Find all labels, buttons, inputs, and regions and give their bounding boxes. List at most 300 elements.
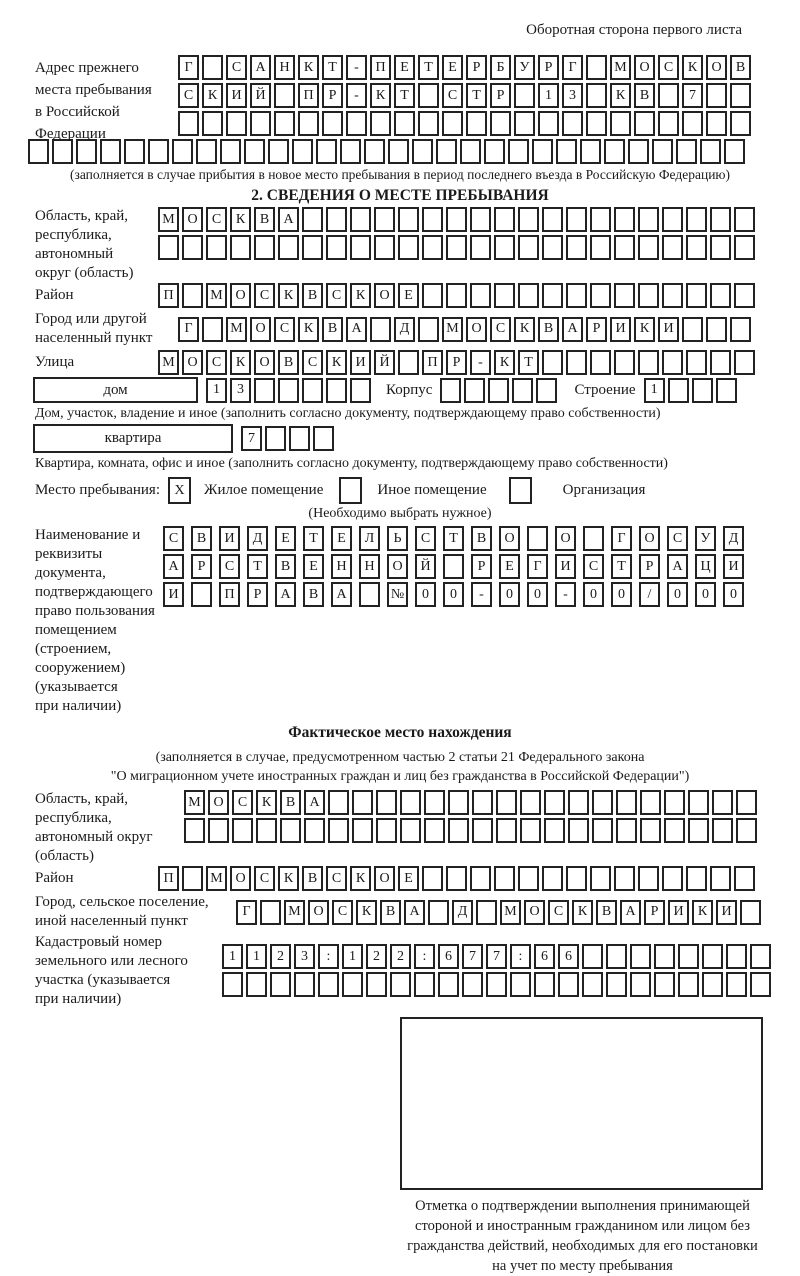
char-box: Е (275, 526, 296, 551)
char-box (424, 790, 445, 815)
char-box (376, 818, 397, 843)
char-box (254, 378, 275, 403)
stroenie-label: Строение (574, 381, 636, 398)
char-box: Т (466, 83, 487, 108)
char-box: А (163, 554, 184, 579)
char-box (326, 207, 347, 232)
label-line: Улица (35, 354, 75, 370)
char-box: Р (586, 317, 607, 342)
char-box: 0 (443, 582, 464, 607)
char-box: С (178, 83, 199, 108)
char-box: Д (394, 317, 415, 342)
char-box (448, 818, 469, 843)
char-box: Ц (695, 554, 716, 579)
char-box: П (219, 582, 240, 607)
char-box: Г (562, 55, 583, 80)
char-box (484, 139, 505, 164)
char-box: 2 (270, 944, 291, 969)
char-box: А (404, 900, 425, 925)
char-box: М (206, 866, 227, 891)
char-box (350, 378, 371, 403)
char-box (418, 111, 439, 136)
char-box: 6 (558, 944, 579, 969)
char-box (700, 139, 721, 164)
char-box (592, 818, 613, 843)
label-line: право пользования (35, 603, 155, 619)
char-box: К (494, 350, 515, 375)
char-box (606, 972, 627, 997)
char-box: : (318, 944, 339, 969)
char-box: Р (538, 55, 559, 80)
label-line: Район (35, 287, 74, 303)
char-box (724, 139, 745, 164)
char-box: : (510, 944, 531, 969)
char-box (638, 866, 659, 891)
char-box: П (370, 55, 391, 80)
char-box (734, 350, 755, 375)
label-line: Район (35, 870, 74, 886)
char-box (422, 283, 443, 308)
char-box: В (191, 526, 212, 551)
char-box (730, 83, 751, 108)
char-box (265, 426, 286, 451)
cadastral-char-row-2 (222, 972, 774, 997)
char-box (316, 139, 337, 164)
previous-address-section (0, 55, 800, 164)
document-char-row-3 (163, 582, 751, 607)
char-box (682, 111, 703, 136)
char-box (568, 790, 589, 815)
char-box: Е (394, 55, 415, 80)
char-box: О (182, 207, 203, 232)
label-line: автономный округ (35, 829, 153, 845)
char-box (442, 111, 463, 136)
char-box: Д (723, 526, 744, 551)
char-box: - (555, 582, 576, 607)
char-box (686, 350, 707, 375)
char-box (470, 235, 491, 260)
document-label (35, 526, 163, 716)
char-box: К (692, 900, 713, 925)
char-box (400, 818, 421, 843)
apartment-name-box: квартира (33, 424, 233, 453)
char-box (750, 972, 771, 997)
char-box (566, 350, 587, 375)
actual-district-group (35, 866, 800, 891)
char-box: 2 (366, 944, 387, 969)
char-box (686, 866, 707, 891)
confirmation-stamp-box (400, 1017, 763, 1190)
char-box (566, 207, 587, 232)
char-box (736, 818, 757, 843)
char-box (532, 139, 553, 164)
char-box (734, 866, 755, 891)
char-box (370, 317, 391, 342)
char-box (726, 944, 747, 969)
char-box (586, 111, 607, 136)
char-box (208, 818, 229, 843)
char-box (590, 350, 611, 375)
char-box: Г (178, 55, 199, 80)
char-box: К (278, 866, 299, 891)
char-box: 0 (527, 582, 548, 607)
char-box: О (706, 55, 727, 80)
char-box (230, 235, 251, 260)
char-box (226, 111, 247, 136)
char-box: О (374, 866, 395, 891)
char-box: А (620, 900, 641, 925)
cadastral-label (35, 933, 222, 1009)
char-box: К (298, 55, 319, 80)
char-box (374, 235, 395, 260)
stay-option-other-label: Иное помещение (377, 482, 487, 498)
char-box (494, 283, 515, 308)
char-box: 0 (611, 582, 632, 607)
char-box (710, 207, 731, 232)
char-box: 1 (644, 378, 665, 403)
char-box (313, 426, 334, 451)
char-box: Р (644, 900, 665, 925)
char-box (462, 972, 483, 997)
char-box (342, 972, 363, 997)
char-box: О (230, 866, 251, 891)
char-box (398, 207, 419, 232)
street-group (35, 350, 800, 375)
char-box: 3 (562, 83, 583, 108)
prev-address-char-row-2 (178, 83, 800, 108)
char-box: К (326, 350, 347, 375)
char-box: Й (415, 554, 436, 579)
stay-option-other-checkbox (339, 477, 365, 504)
char-box: А (331, 582, 352, 607)
char-box (400, 790, 421, 815)
char-box (512, 378, 533, 403)
char-box (566, 866, 587, 891)
char-box (676, 139, 697, 164)
char-box (182, 235, 203, 260)
char-box (250, 111, 271, 136)
char-box (270, 972, 291, 997)
char-box: С (219, 554, 240, 579)
char-box (590, 207, 611, 232)
stay-option-organization-label: Организация (562, 482, 646, 498)
char-box (614, 283, 635, 308)
char-box (191, 582, 212, 607)
char-box: И (555, 554, 576, 579)
char-box: В (730, 55, 751, 80)
char-box (734, 207, 755, 232)
char-box: Т (443, 526, 464, 551)
char-box: С (658, 55, 679, 80)
char-box (736, 790, 757, 815)
label-line: округ (область) (35, 265, 134, 281)
char-box (582, 944, 603, 969)
label-line: Адрес прежнего (35, 60, 139, 76)
char-box (518, 235, 539, 260)
char-box: О (374, 283, 395, 308)
label-line: сооружением) (указывается (35, 660, 126, 695)
char-box (580, 139, 601, 164)
actual-region-rows (184, 790, 760, 843)
char-box (678, 944, 699, 969)
char-box (638, 350, 659, 375)
char-box (178, 111, 199, 136)
char-box: Т (611, 554, 632, 579)
char-box (328, 790, 349, 815)
char-box: К (572, 900, 593, 925)
char-box: 3 (294, 944, 315, 969)
actual-district-char-row (158, 866, 758, 891)
char-box (668, 378, 689, 403)
char-box: М (184, 790, 205, 815)
char-box (184, 818, 205, 843)
char-box (158, 235, 179, 260)
char-box (424, 818, 445, 843)
actual-region-group (35, 790, 800, 866)
char-box: Н (359, 554, 380, 579)
char-box (398, 350, 419, 375)
char-box: Т (418, 55, 439, 80)
char-box: И (219, 526, 240, 551)
char-box: А (250, 55, 271, 80)
char-box: С (302, 350, 323, 375)
char-box: И (226, 83, 247, 108)
char-box (534, 972, 555, 997)
char-box: О (254, 350, 275, 375)
char-box (446, 207, 467, 232)
char-box (304, 818, 325, 843)
char-box: О (555, 526, 576, 551)
char-box (544, 818, 565, 843)
char-box: Н (274, 55, 295, 80)
char-box: Г (527, 554, 548, 579)
char-box: Р (466, 55, 487, 80)
char-box (206, 235, 227, 260)
char-box: П (158, 283, 179, 308)
char-box: 0 (695, 582, 716, 607)
char-box: Е (499, 554, 520, 579)
char-box (520, 790, 541, 815)
char-box: К (230, 207, 251, 232)
note-line: "О миграционном учете иностранных граждан и лиц без гражданства в Российской Федерации") (110, 769, 690, 784)
char-box (232, 818, 253, 843)
char-box (466, 111, 487, 136)
char-box: 1 (342, 944, 363, 969)
char-box: С (442, 83, 463, 108)
label-line: участка (указывается (35, 972, 171, 988)
char-box: К (350, 866, 371, 891)
char-box: П (298, 83, 319, 108)
char-box (734, 283, 755, 308)
char-box: Г (178, 317, 199, 342)
char-box (472, 790, 493, 815)
char-box: 0 (723, 582, 744, 607)
section2-title: 2. СВЕДЕНИЯ О МЕСТЕ ПРЕБЫВАНИЯ (251, 187, 549, 204)
actual-district-label (35, 869, 158, 888)
city-char-row (178, 317, 754, 342)
char-box: В (302, 283, 323, 308)
actual-city-char-row (236, 900, 764, 925)
char-box: 7 (486, 944, 507, 969)
house-row (33, 377, 800, 403)
char-box: 2 (390, 944, 411, 969)
char-box: Р (446, 350, 467, 375)
apartment-row (33, 424, 800, 453)
char-box: : (414, 944, 435, 969)
char-box: Д (452, 900, 473, 925)
page-header-title: Оборотная сторона первого листа (526, 22, 742, 38)
house-char-cells (206, 378, 374, 403)
char-box (710, 235, 731, 260)
char-box: И (610, 317, 631, 342)
char-box: А (667, 554, 688, 579)
document-char-row-1 (163, 526, 751, 551)
char-box (536, 378, 557, 403)
char-box: Е (331, 526, 352, 551)
char-box (374, 207, 395, 232)
char-box (662, 866, 683, 891)
region-group (35, 207, 800, 283)
char-box (418, 83, 439, 108)
char-box (494, 207, 515, 232)
char-box: М (442, 317, 463, 342)
label-line: места пребывания (35, 82, 152, 98)
char-box: У (514, 55, 535, 80)
char-box (494, 235, 515, 260)
char-box (182, 866, 203, 891)
char-box: И (668, 900, 689, 925)
char-box: Р (322, 83, 343, 108)
char-box (616, 790, 637, 815)
char-box: К (350, 283, 371, 308)
char-box: Р (191, 554, 212, 579)
char-box: М (610, 55, 631, 80)
char-box: Н (331, 554, 352, 579)
char-box: № (387, 582, 408, 607)
char-box: - (346, 83, 367, 108)
char-box: 1 (538, 83, 559, 108)
actual-location-title: Фактическое место нахождения (288, 724, 512, 741)
char-box (398, 235, 419, 260)
char-box (446, 235, 467, 260)
char-box (586, 83, 607, 108)
char-box (508, 139, 529, 164)
char-box (604, 139, 625, 164)
char-box (274, 111, 295, 136)
char-box (350, 207, 371, 232)
char-box (302, 235, 323, 260)
char-box (556, 139, 577, 164)
char-box (446, 283, 467, 308)
char-box: К (256, 790, 277, 815)
caption-line: стороной и иностранным гражданином или лицом без (415, 1218, 750, 1234)
char-box (630, 944, 651, 969)
label-line: иной населенный пункт (35, 913, 188, 929)
char-box: К (356, 900, 377, 925)
document-group (35, 526, 800, 716)
char-box (558, 972, 579, 997)
stay-option-residential-checkbox (168, 477, 194, 504)
stay-type-row (35, 477, 800, 504)
char-box (638, 283, 659, 308)
caption-line: гражданства действий, необходимых для его постановки (407, 1238, 758, 1254)
actual-city-label (35, 893, 236, 931)
char-box: В (380, 900, 401, 925)
char-box (678, 972, 699, 997)
char-box (496, 818, 517, 843)
char-box: И (350, 350, 371, 375)
char-box: С (226, 55, 247, 80)
char-box (542, 235, 563, 260)
char-box (582, 972, 603, 997)
char-box: И (716, 900, 737, 925)
char-box: К (682, 55, 703, 80)
char-box (322, 111, 343, 136)
char-box: М (500, 900, 521, 925)
char-box: 1 (246, 944, 267, 969)
char-box (476, 900, 497, 925)
char-box: М (284, 900, 305, 925)
char-box (734, 235, 755, 260)
char-box: О (524, 900, 545, 925)
char-box: И (163, 582, 184, 607)
char-box: Б (490, 55, 511, 80)
char-box: К (298, 317, 319, 342)
char-box (614, 350, 635, 375)
char-box (518, 283, 539, 308)
char-box (496, 790, 517, 815)
char-box: В (596, 900, 617, 925)
char-box (278, 378, 299, 403)
char-box (652, 139, 673, 164)
char-box (443, 554, 464, 579)
char-box: В (278, 350, 299, 375)
char-box: Т (247, 554, 268, 579)
document-char-row-2 (163, 554, 751, 579)
label-line: республика, (35, 227, 112, 243)
char-box: В (634, 83, 655, 108)
city-group (35, 310, 800, 348)
char-box (464, 378, 485, 403)
char-box: С (206, 207, 227, 232)
char-box: У (695, 526, 716, 551)
char-box: А (278, 207, 299, 232)
char-box (590, 283, 611, 308)
char-box: К (230, 350, 251, 375)
char-box (520, 818, 541, 843)
char-box: Р (471, 554, 492, 579)
char-box: А (304, 790, 325, 815)
char-box (414, 972, 435, 997)
char-box: С (332, 900, 353, 925)
house-name-box: дом (33, 377, 198, 403)
char-box (586, 55, 607, 80)
char-box (246, 972, 267, 997)
char-box: - (470, 350, 491, 375)
char-box (326, 235, 347, 260)
char-box: 0 (499, 582, 520, 607)
char-box: В (303, 582, 324, 607)
char-box (688, 790, 709, 815)
char-box: О (230, 283, 251, 308)
char-box: А (275, 582, 296, 607)
label-line: Кадастровый номер (35, 934, 162, 950)
char-box (244, 139, 265, 164)
cadastral-rows (222, 933, 774, 997)
char-box (662, 283, 683, 308)
char-box: Г (236, 900, 257, 925)
char-box (710, 283, 731, 308)
